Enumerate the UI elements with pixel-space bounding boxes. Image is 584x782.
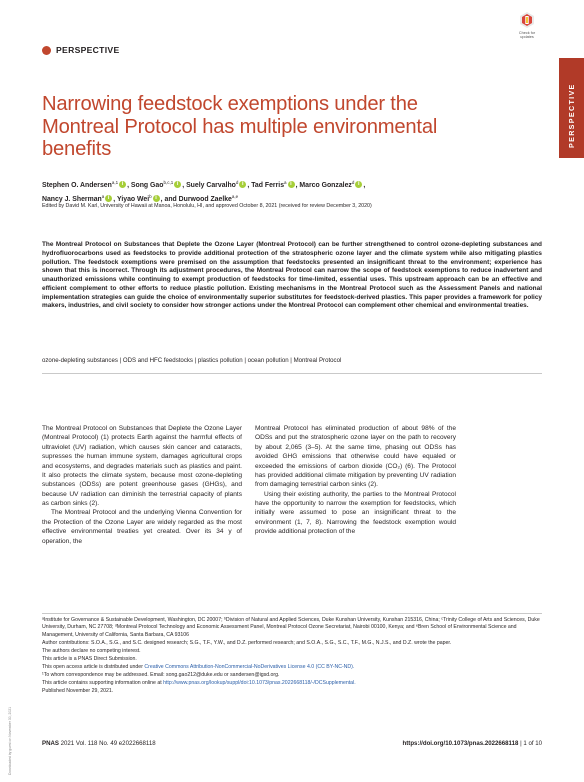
footnote-affiliations: ᵃInstitute for Governance & Sustainable Development, Washington, DC 20007; ᵇDivision of Natural and Applied Sciences, Duke Kunshan University, Kunshan 215316, China; ᶜTrinity College of Arts and Sciences, Duke University, Durham, NC 27708; ᵈMontreal Protocol Technology and Economic Assessment Panel, Montreal Protocol Ozone Secretariat, Nairobi 00100, Kenya; and ᵉBren School of Environmental Science and Management, University of California, Santa Barbara, CA 93106 [42, 617, 540, 638]
footnotes [42, 617, 542, 697]
footnote-competing-interest: The authors declare no competing interest. [42, 647, 141, 654]
author-affiliation: d [235, 180, 239, 185]
orcid-icon[interactable] [355, 181, 362, 188]
crossmark-label-line1: Check for [518, 31, 536, 35]
section-header [42, 45, 119, 55]
body-column-right [255, 424, 456, 537]
section-dot-icon [42, 46, 51, 55]
orcid-icon[interactable] [239, 181, 246, 188]
author-affiliation: a [284, 180, 287, 185]
author[interactable] [42, 182, 127, 189]
author-name: Marco Gonzalez [299, 182, 352, 189]
author-name: Tad Ferris [251, 182, 285, 189]
body-paragraph: The Montreal Protocol on Substances that Deplete the Ozone Layer (Montreal Protocol) (1) protects Earth against the harmful effects of ultraviolet (UV) radiation, which causes skin cancer and cataracts, supresses the human immune system, damages agricultural crops and ecosystems, and degrades materials such as plastics and paint. It also protects the climate system, because most ozone-depleting substances (ODSs) are potent greenhouse gases (GHGs), and because UV radiation can diminish the terrestrial capacity of plants as carbon sinks (2). [42, 425, 242, 507]
author[interactable] [42, 196, 113, 203]
license-link[interactable]: Creative Commons Attribution-NonCommercial-NoDerivatives License 4.0 (CC BY-NC-ND). [144, 664, 355, 671]
crossmark-label [513, 31, 541, 40]
orcid-icon[interactable] [105, 195, 112, 202]
author-name: Nancy J. Sherman [42, 196, 102, 203]
download-note [8, 660, 16, 775]
keywords: ozone-depleting substances | ODS and HFC feedstocks | plastics pollution | ocean pollution | Montreal Protocol [42, 357, 342, 364]
footnote-contributions: Author contributions: S.O.A., S.G., and S.C. designed research; S.G., T.F., Y.W., and D.Z. performed research; and S.O.A., S.G., S.C., T.F., M.G., N.J.S., and D.Z. wrote the paper. [42, 639, 452, 646]
footnote-direct-submission: This article is a PNAS Direct Submission. [42, 655, 137, 662]
download-note-text: Downloaded by guest on November 30, 2021 [8, 706, 12, 775]
footnote-correspondence: ¹To whom correspondence may be addressed. Email: song.gao212@duke.edu or sandersen@igsd.org. [42, 672, 280, 679]
author-name: Durwood Zaelke [178, 196, 232, 203]
side-tab [559, 58, 584, 158]
body-paragraph: Montreal Protocol has eliminated production of about 98% of the ODSs and put the stratospheric ozone layer on the path to recovery by about 2,065 (3–5). At the same time, phasing out ODSs has avoided GHG emissions that otherwise could have equaled or exceeded the emissions of carbon dioxide (CO₂) (6). The Protocol has provided additional climate mitigation by preventing UV radiation from damaging terrestrial carbon sinks (2). [255, 425, 456, 489]
body-paragraph: Using their existing authority, the parties to the Montreal Protocol have the opportunity to narrow the exemption for feedstocks, which initially were assumed to pose an insignificant threat to the environment (1, 7, 8). Narrowing the feedstock exemption would provide additional protection of the [255, 490, 456, 536]
author-affiliation: b,c,1 [163, 180, 174, 185]
footnote-license [42, 664, 542, 671]
crossmark-badge[interactable] [513, 12, 541, 46]
crossmark-label-line2: updates [520, 35, 534, 40]
footer-citation-text: 2021 Vol. 118 No. 49 e2022668118 [58, 740, 156, 747]
footer-journal: PNAS [42, 740, 59, 747]
author[interactable] [251, 182, 295, 189]
supporting-link[interactable]: http://www.pnas.org/lookup/suppl/doi:10.1073/pnas.2022668118/-/DCSupplemental. [163, 680, 356, 687]
abstract: The Montreal Protocol on Substances that Deplete the Ozone Layer (Montreal Protocol) can be further strengthened to control ozone-depleting substances and hydrofluorocarbons used as feedstocks to provide additional protection of the stratospheric ozone layer and the climate system while also mitigating plastics pollution. The feedstock exemptions were premised on the assumption that feedstocks presented an insignificant threat to the environment; experience has shown that this is incorrect. Through its adjustment procedures, the Montreal Protocol can narrow the scope of feedstock exemptions to reduce inadvertent and unauthorized emissions while continuing to exempt production of feedstocks for time-limited, essential uses. This upstream approach can be an effective and efficient complement to other efforts to reduce plastic pollution. Existing mechanisms in the Montreal Protocol such as the Assessment Panels and national implementation strategies can guide the choice of environmentally superior substitutes for feedstock-derived plastics. This paper provides a framework for policy makers, industries, and civil society to consider how stronger actions under the Montreal Protocol can complement other chemical and environmental treaties. [42, 241, 542, 310]
author-affiliation: a,1 [111, 180, 119, 185]
author-name: Song Gao [130, 182, 164, 189]
side-tab-label: PERSPECTIVE [567, 83, 576, 148]
article-title: Narrowing feedstock exemptions under the Montreal Protocol has multiple environmental benefits [42, 93, 438, 160]
author[interactable] [299, 182, 363, 189]
author-name: Suely Carvalho [186, 182, 236, 189]
orcid-icon[interactable] [174, 181, 181, 188]
supporting-prefix: This article contains supporting information online at [42, 680, 164, 687]
footer-page-number: | 1 of 10 [518, 740, 542, 747]
footnote-published: Published November 29, 2021. [42, 688, 114, 695]
author-affiliation: a,e [231, 194, 239, 199]
footnote-supporting [42, 680, 542, 687]
section-label: PERSPECTIVE [56, 45, 120, 55]
edited-by: Edited by David M. Karl, University of Hawaii at Manoa, Honolulu, HI, and approved October 8, 2021 (received for review December 3, 2020) [42, 203, 372, 209]
author-name: Yiyao Wei [116, 196, 150, 203]
footer-doi [403, 740, 542, 747]
author-affiliation: d [351, 180, 355, 185]
author-list: Stephen O. Andersen$^{a,1}$i , Song Gao$^{b,c,1}$i , Suely Carvalho$^d$i , Tad Ferris$^a$i , Marco Gonzalez$^d$i , Nancy J. Sherman$^a$i , Yiyao Wei$^b$i , and Durwood Zaelke$^{a,e}$ [42, 177, 522, 205]
author[interactable] [186, 182, 247, 189]
author-name: Stephen O. Andersen [42, 182, 112, 189]
author[interactable] [179, 196, 239, 203]
orcid-icon[interactable] [288, 181, 295, 188]
orcid-icon[interactable] [119, 181, 126, 188]
author[interactable] [117, 196, 161, 203]
orcid-icon[interactable] [153, 195, 160, 202]
body-paragraph: The Montreal Protocol and the underlying Vienna Convention for the Protection of the Ozone Layer are widely regarded as the most effective environmental treaties yet created. Over its 34 y of operation, the [42, 509, 242, 545]
footer-doi-link[interactable]: https://doi.org/10.1073/pnas.2022668118 [402, 740, 519, 747]
author-affiliation: a [101, 194, 105, 199]
crossmark-icon [520, 12, 534, 28]
license-prefix: This open access article is distributed under [42, 664, 145, 671]
author-affiliation: b [149, 194, 152, 199]
body-column-left [42, 424, 242, 546]
divider [42, 373, 542, 374]
author[interactable] [131, 182, 182, 189]
footer-citation [42, 740, 156, 747]
footnote-divider [42, 613, 542, 614]
